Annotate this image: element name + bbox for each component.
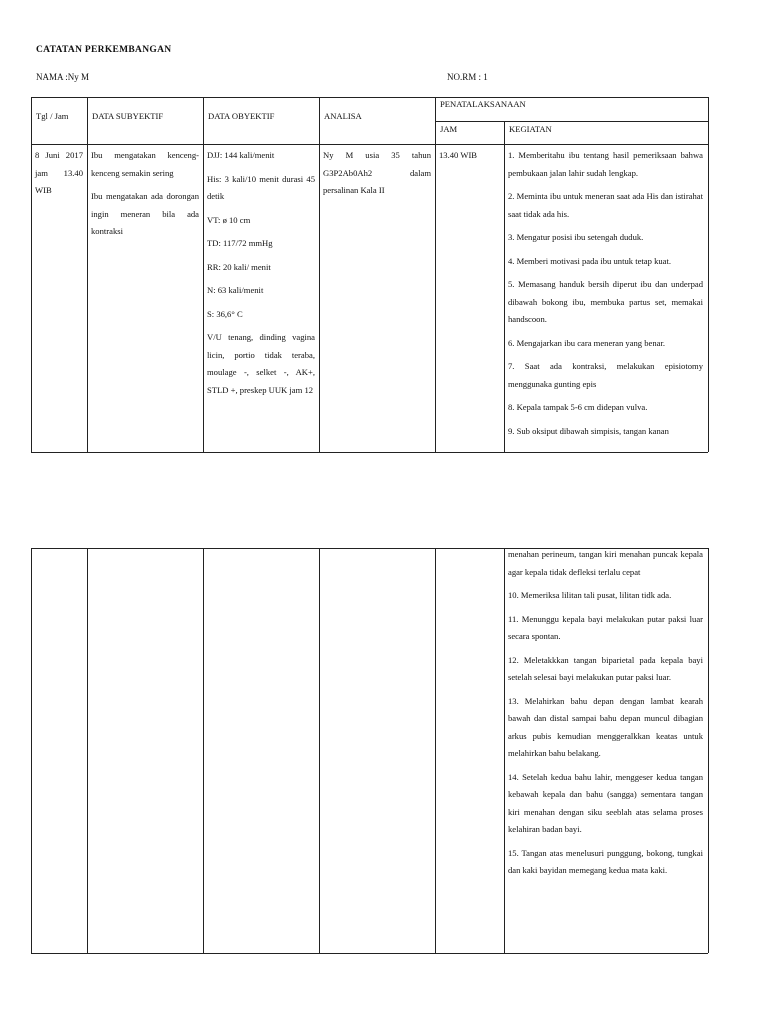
- kegiatan-item: 12. Meletakkkan tangan biparietal pada kepala bayi setelah selesai bayi melakukan putar paksi luar.: [508, 654, 703, 682]
- kegiatan-item: 9. Sub oksiput dibawah simpisis, tangan kanan: [508, 425, 669, 436]
- patient-name: NAMA :Ny M: [36, 72, 90, 82]
- kegiatan-item: 14. Setelah kedua bahu lahir, menggeser kedua tangan kebawah kepala dan bahu (sangga) sementara tangan kiri menahan dengan siku seeblah atas selama proses kelahiran badan bayi.: [508, 771, 703, 834]
- kegiatan-item: 5. Memasang handuk bersih diperut ibu dan underpad dibawah bokong ibu, membuka partus set, memakai handscoon.: [508, 279, 703, 324]
- cell-data-subyektif: [91, 147, 199, 247]
- obyektif-item: V/U tenang, dinding vagina licin, portio tidak teraba, moulage -, selket -, AK+, STLD +, preskep UUK jam 12: [207, 332, 315, 395]
- obyektif-item: VT: ø 10 cm: [207, 214, 251, 225]
- page-title: CATATAN PERKEMBANGAN: [36, 45, 172, 55]
- kegiatan-item: 1. Memberitahu ibu tentang hasil pemeriksaan bahwa pembukaan jalan lahir sudah lengkap.: [508, 150, 703, 178]
- header-tgl-jam: Tgl / Jam: [36, 111, 69, 121]
- header-kegiatan: KEGIATAN: [509, 124, 552, 134]
- cell-tgl-jam: 8 Juni 2017 jam 13.40 WIB: [35, 150, 83, 195]
- cell-jam: 13.40 WIB: [439, 150, 478, 160]
- kegiatan-item: 8. Kepala tampak 5-6 cm didepan vulva.: [508, 402, 648, 412]
- medical-record-number: NO.RM : 1: [447, 72, 488, 82]
- subyektif-item: Ibu mengatakan ada dorongan ingin meneran bila ada kontraksi: [91, 191, 199, 236]
- kegiatan-item: 11. Menunggu kepala bayi melakukan putar paksi luar secara spontan.: [508, 613, 703, 641]
- obyektif-item: TD: 117/72 mmHg: [207, 238, 273, 248]
- cell-kegiatan-continued: [508, 546, 703, 951]
- header-analisa: ANALISA: [324, 111, 362, 121]
- kegiatan-item: 10. Memeriksa lilitan tali pusat, lilitan tidk ada.: [508, 590, 672, 600]
- kegiatan-item: 6. Mengajarkan ibu cara meneran yang benar.: [508, 337, 666, 348]
- kegiatan-item: 7. Saat ada kontraksi, melakukan episiotomy menggunaka gunting epis: [508, 361, 703, 389]
- header-data-subyektif: DATA SUBYEKTIF: [92, 111, 164, 121]
- header-data-obyektif: DATA OBYEKTIF: [208, 111, 275, 121]
- cell-analisa: Ny M usia 35 tahun G3P2Ab0Ah2 dalam persalinan Kala II: [323, 150, 431, 195]
- header-penatalaksanaan: PENATALAKSANAAN: [440, 99, 526, 109]
- kegiatan-item: 2. Meminta ibu untuk meneran saat ada His dan istirahat saat tidak ada his.: [508, 191, 703, 219]
- obyektif-item: DJJ: 144 kali/menit: [207, 150, 275, 160]
- subyektif-item: Ibu mengatakan kenceng-kenceng semakin sering: [91, 150, 199, 178]
- obyektif-item: RR: 20 kali/ menit: [207, 261, 271, 272]
- header-jam: JAM: [440, 124, 458, 134]
- kegiatan-item: 4. Memberi motivasi pada ibu untuk tetap kuat.: [508, 255, 672, 266]
- obyektif-item: S: 36,6° C: [207, 308, 243, 319]
- obyektif-item: His: 3 kali/10 menit durasi 45 detik: [207, 173, 315, 201]
- kegiatan-item: 13. Melahirkan bahu depan dengan lambat kearah bawah dan distal sampai bahu depan muncul dibagian arkus pubis kemudian menggeralkkan keatas untuk melahirkan bahu belakang.: [508, 695, 703, 758]
- kegiatan-item: 15. Tangan atas menelusuri punggung, bokong, tungkai dan kaki bayidan memegang kedua mata kaki.: [508, 847, 703, 875]
- kegiatan-item: 3. Mengatur posisi ibu setengah duduk.: [508, 232, 644, 242]
- obyektif-item: N: 63 kali/menit: [207, 285, 264, 295]
- cell-kegiatan: [508, 147, 703, 451]
- cell-data-obyektif: [207, 147, 315, 405]
- kegiatan-item: menahan perineum, tangan kiri menahan puncak kepala agar kepala tidak defleksi terlalu cepat: [508, 549, 703, 577]
